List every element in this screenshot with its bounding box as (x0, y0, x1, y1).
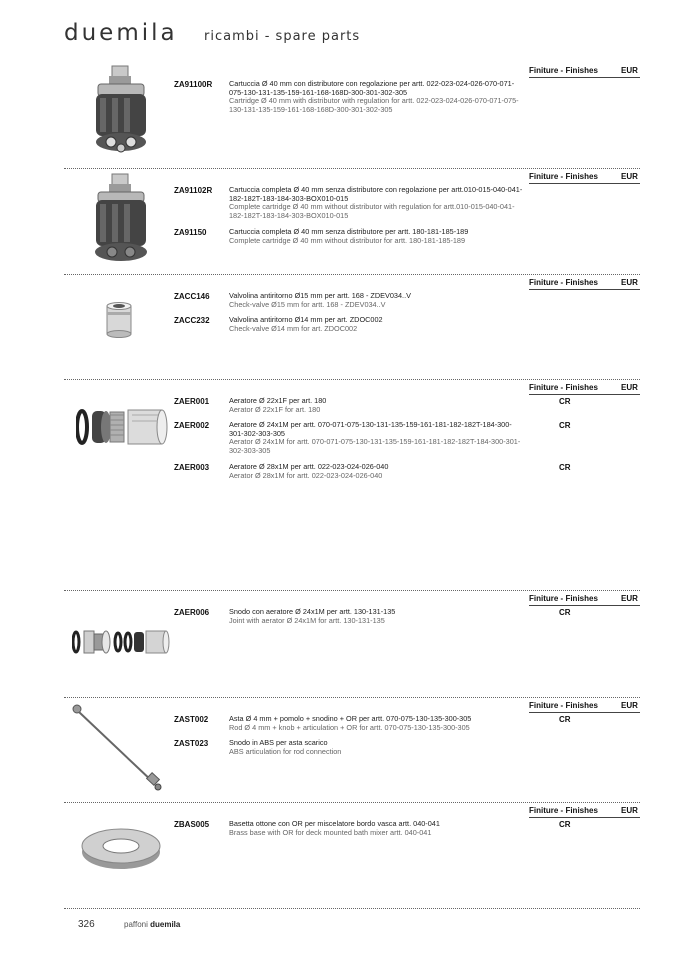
product-code: ZAST002 (174, 715, 209, 724)
section-divider (64, 274, 640, 275)
description-it: Aeratore Ø 28x1M per artt. 022-023-024-026-040 (229, 462, 389, 471)
description-en: Aerator Ø 28x1M for artt. 022-023-024-026-040 (229, 470, 383, 480)
product-code: ZAER003 (174, 463, 210, 472)
finishes-header: Finiture - Finishes (529, 172, 598, 181)
header-rule (529, 605, 640, 606)
product-description (229, 820, 526, 837)
product-section (64, 590, 640, 698)
eur-header: EUR (621, 278, 638, 287)
product-description (229, 80, 526, 114)
page-number: 326 (78, 919, 95, 930)
eur-header: EUR (621, 701, 638, 710)
aerator-image (76, 407, 168, 447)
finishes-header: Finiture - Finishes (529, 806, 598, 815)
product-code: ZAST023 (174, 739, 209, 748)
finishes-header: Finiture - Finishes (529, 66, 598, 75)
check-valve-image (104, 302, 134, 340)
description-it: Asta Ø 4 mm + pomolo + snodino + OR per artt. 070-075-130-135-300-305 (229, 714, 472, 723)
brass-base-image (80, 824, 162, 872)
description-en: ABS articulation for rod connection (229, 746, 342, 756)
section-divider (64, 697, 640, 698)
rod-image (70, 703, 166, 793)
header-rule (529, 712, 640, 713)
description-it: Cartuccia completa Ø 40 mm senza distributore per artt. 180-181-185-189 (229, 227, 469, 236)
description-en: Rod Ø 4 mm + knob + articulation + OR for artt. 070-075-130-135-300-305 (229, 722, 470, 732)
header-rule (529, 183, 640, 184)
eur-header: EUR (621, 806, 638, 815)
product-section (64, 802, 640, 902)
finish-code: CR (559, 421, 571, 430)
cartridge-image (90, 172, 152, 268)
description-it: Aeratore Ø 22x1F per art. 180 (229, 396, 327, 405)
description-it: Aeratore Ø 24x1M per artt. 070-071-075-130-131-135-159-161-181-182-182T-184-300-301-302-303-305 (229, 420, 512, 438)
description-en: Complete cartridge Ø 40 mm without distributor with regulation for artt.010-015-040-041-182-182T-183-184-303-BOX010-015 (229, 202, 515, 220)
description-en: Aerator Ø 24x1M for artt. 070-071-075-130-131-135-159-161-181-182-182T-184-300-301-302-303-305 (229, 437, 521, 455)
finishes-header: Finiture - Finishes (529, 701, 598, 710)
product-code: ZACC232 (174, 316, 210, 325)
finish-code: CR (559, 463, 571, 472)
description-en: Check-valve Ø15 mm for artt. 168 - ZDEV034..V (229, 299, 386, 309)
product-description (229, 316, 526, 333)
page-subtitle: ricambi - spare parts (204, 29, 361, 44)
footer-brand (124, 920, 180, 929)
product-code: ZAER002 (174, 421, 210, 430)
product-description (229, 608, 526, 625)
header-rule (529, 289, 640, 290)
description-en: Brass base with OR for deck mounted bath mixer artt. 040-041 (229, 827, 432, 837)
footer-brand-prefix: paffoni (124, 920, 148, 929)
section-divider (64, 590, 640, 591)
description-it: Cartuccia Ø 40 mm con distributore con regolazione per artt. 022-023-024-026-070-071-075-130-131-135-159-161-168-168D-300-301-302-305 (229, 79, 515, 97)
finishes-header: Finiture - Finishes (529, 278, 598, 287)
product-code: ZAER006 (174, 608, 210, 617)
joint-aerator-image (72, 628, 172, 656)
description-en: Cartridge Ø 40 mm with distributor with regulation for artt. 022-023-024-026-070-071-075-130-131-135-159-161-168-168D-300-301-302-305 (229, 96, 519, 114)
product-section (64, 697, 640, 803)
section-divider (64, 379, 640, 380)
header-rule (529, 77, 640, 78)
product-code: ZA91102R (174, 186, 213, 195)
product-description (229, 421, 526, 455)
finish-code: CR (559, 608, 571, 617)
finish-code: CR (559, 397, 571, 406)
finish-code: CR (559, 715, 571, 724)
description-it: Valvolina antiritorno Ø14 mm per art. ZDOC002 (229, 315, 383, 324)
description-en: Aerator Ø 22x1F for art. 180 (229, 404, 321, 414)
eur-header: EUR (621, 594, 638, 603)
product-section (64, 168, 640, 274)
product-code: ZACC146 (174, 292, 210, 301)
product-description (229, 739, 526, 756)
header-rule (529, 394, 640, 395)
finishes-header: Finiture - Finishes (529, 594, 598, 603)
eur-header: EUR (621, 172, 638, 181)
product-code: ZA91100R (174, 80, 213, 89)
product-description (229, 397, 526, 414)
section-divider (64, 802, 640, 803)
eur-header: EUR (621, 66, 638, 75)
product-description (229, 228, 526, 245)
description-it: Valvolina antiritorno Ø15 mm per artt. 168 - ZDEV034..V (229, 291, 411, 300)
eur-header: EUR (621, 383, 638, 392)
description-en: Check-valve Ø14 mm for art. ZDOC002 (229, 323, 358, 333)
section-divider (64, 168, 640, 169)
description-it: Snodo in ABS per asta scarico (229, 738, 328, 747)
description-en: Joint with aerator Ø 24x1M for artt. 130-131-135 (229, 615, 385, 625)
description-it: Cartuccia completa Ø 40 mm senza distributore con regolazione per artt.010-015-040-041-182-182T-183-184-303-BOX010-015 (229, 185, 523, 203)
product-code: ZAER001 (174, 397, 210, 406)
brand-title: duemila (64, 20, 178, 46)
product-section (64, 62, 640, 170)
description-it: Snodo con aeratore Ø 24x1M per artt. 130-131-135 (229, 607, 396, 616)
product-section (64, 274, 640, 380)
finish-code: CR (559, 820, 571, 829)
description-en: Complete cartridge Ø 40 mm without distributor for artt. 180-181-185-189 (229, 235, 466, 245)
product-description (229, 186, 526, 220)
footer-brand-name: duemila (150, 920, 181, 929)
header-rule (529, 817, 640, 818)
product-description (229, 463, 526, 480)
finishes-header: Finiture - Finishes (529, 383, 598, 392)
footer-divider (64, 908, 640, 909)
product-section (64, 379, 640, 591)
product-description (229, 715, 526, 732)
cartridge-image (90, 64, 152, 160)
product-code: ZA91150 (174, 228, 207, 237)
product-description (229, 292, 526, 309)
description-it: Basetta ottone con OR per miscelatore bordo vasca artt. 040-041 (229, 819, 440, 828)
product-code: ZBAS005 (174, 820, 210, 829)
